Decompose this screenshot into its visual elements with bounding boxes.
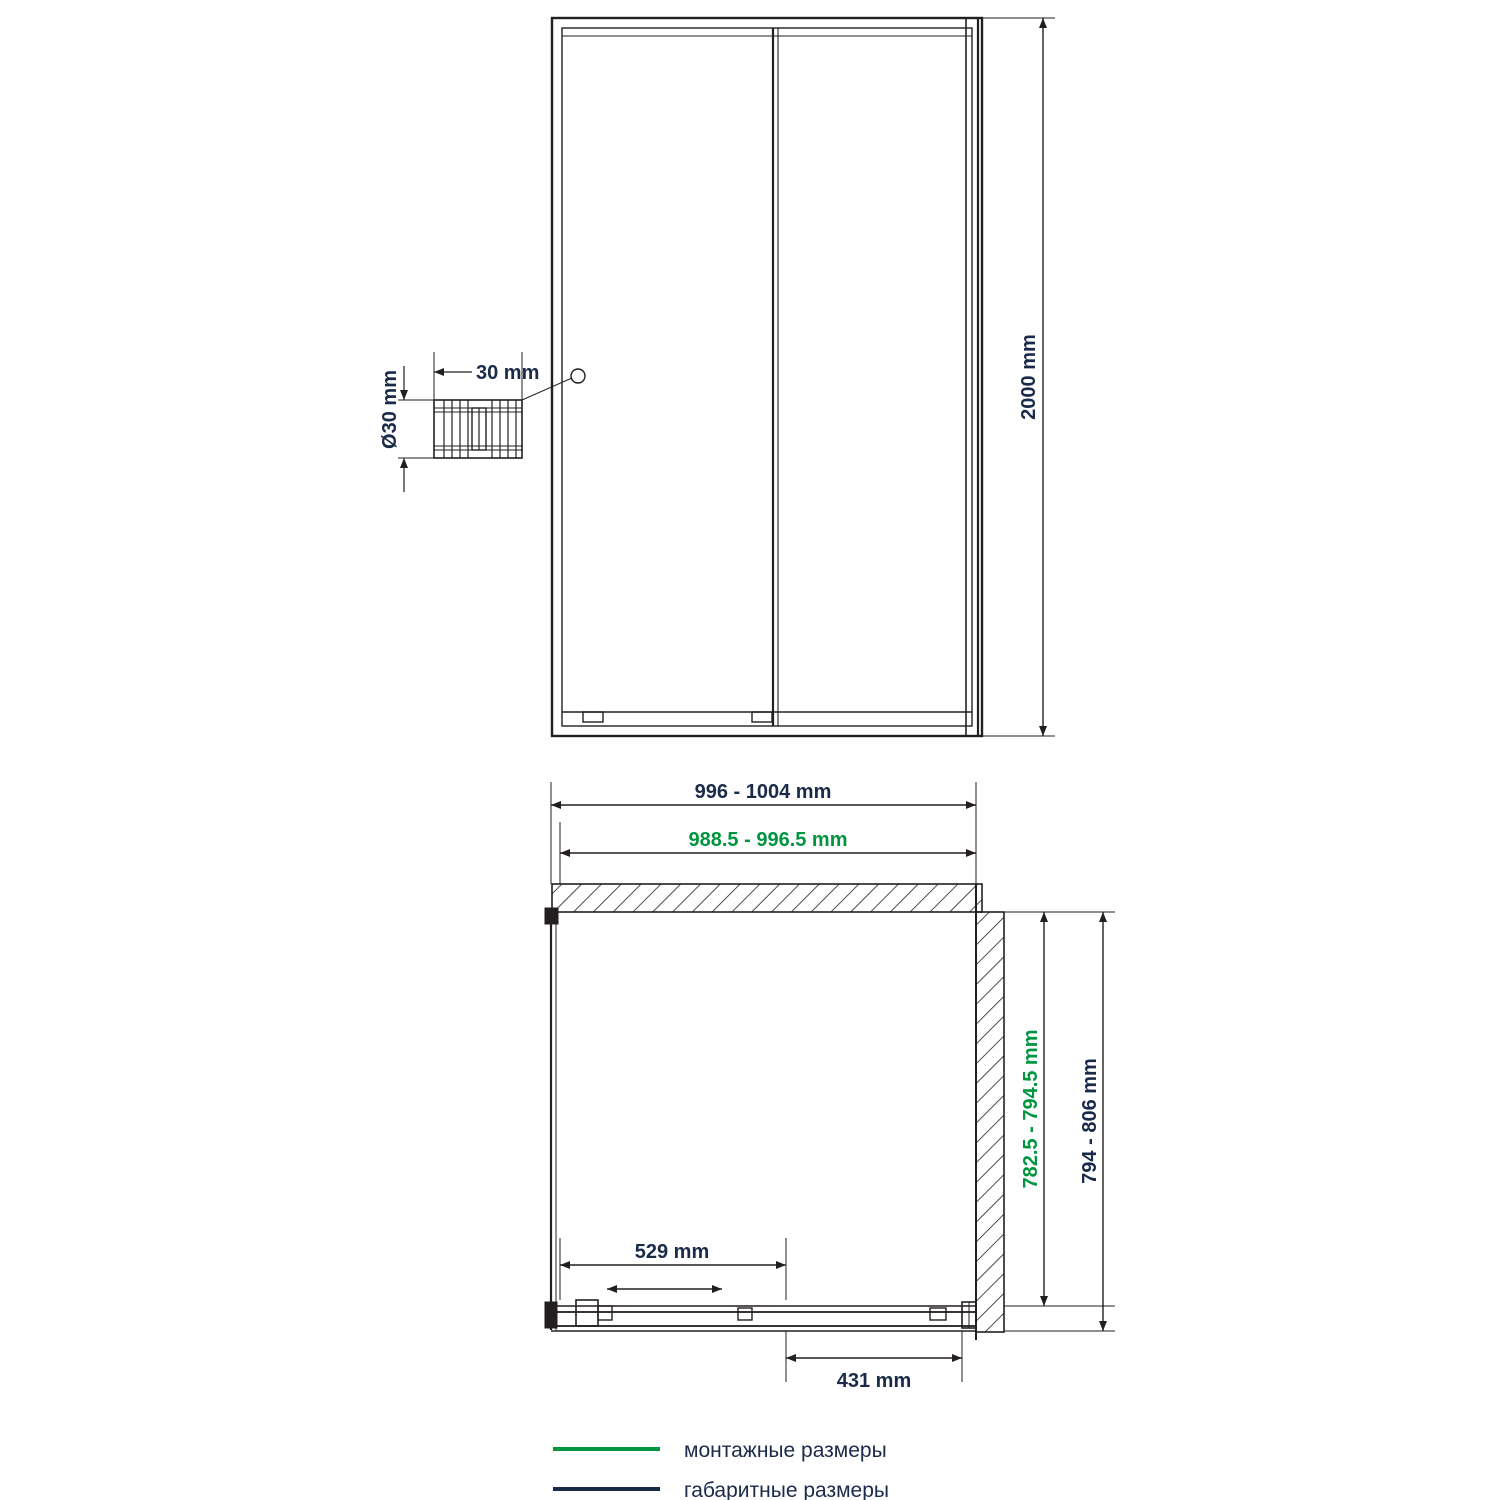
front-view-inner-frame <box>562 28 972 726</box>
roller-callout-marker <box>571 369 585 383</box>
legend-label-overall: габаритные размеры <box>684 1479 889 1500</box>
front-view-group <box>379 18 1055 736</box>
overall-depth-label: 794 - 806 mm <box>1079 1058 1101 1184</box>
front-view-bottom-guide-left <box>583 712 603 722</box>
installation-depth-label: 782.5 - 794.5 mm <box>1020 1029 1042 1189</box>
height-dimension-label: 2000 mm <box>1018 334 1040 420</box>
roller-carriage-1 <box>576 1300 598 1326</box>
roller-carriage-2 <box>598 1306 612 1320</box>
front-view-outer-frame <box>552 18 982 736</box>
side-panel-wall-bracket <box>545 908 558 924</box>
overall-width-label: 996 - 1004 mm <box>694 781 832 803</box>
wall-hatch-right <box>976 912 1004 1332</box>
door-stop-plan <box>930 1308 946 1320</box>
corner-bracket-plan <box>545 1302 557 1328</box>
top-view-group <box>545 781 1115 1392</box>
door-assembly-plan <box>545 1300 976 1331</box>
door-handle-plan <box>738 1308 752 1320</box>
installation-width-label: 988.5 - 996.5 mm <box>688 829 848 851</box>
fixed-panel-label: 431 mm <box>836 1370 912 1392</box>
roller-diameter-label: Ø30 mm <box>379 370 401 449</box>
wall-hatch-top <box>552 884 982 912</box>
legend-group <box>553 1439 889 1500</box>
front-view-bottom-guide-right <box>752 712 772 722</box>
roller-detail-group <box>379 352 585 492</box>
legend-label-installation: монтажные размеры <box>684 1439 887 1462</box>
roller-width-label: 30 mm <box>476 362 540 384</box>
door-opening-label: 529 mm <box>634 1241 710 1263</box>
roller-body <box>434 400 522 458</box>
door-track-body <box>551 1312 976 1326</box>
